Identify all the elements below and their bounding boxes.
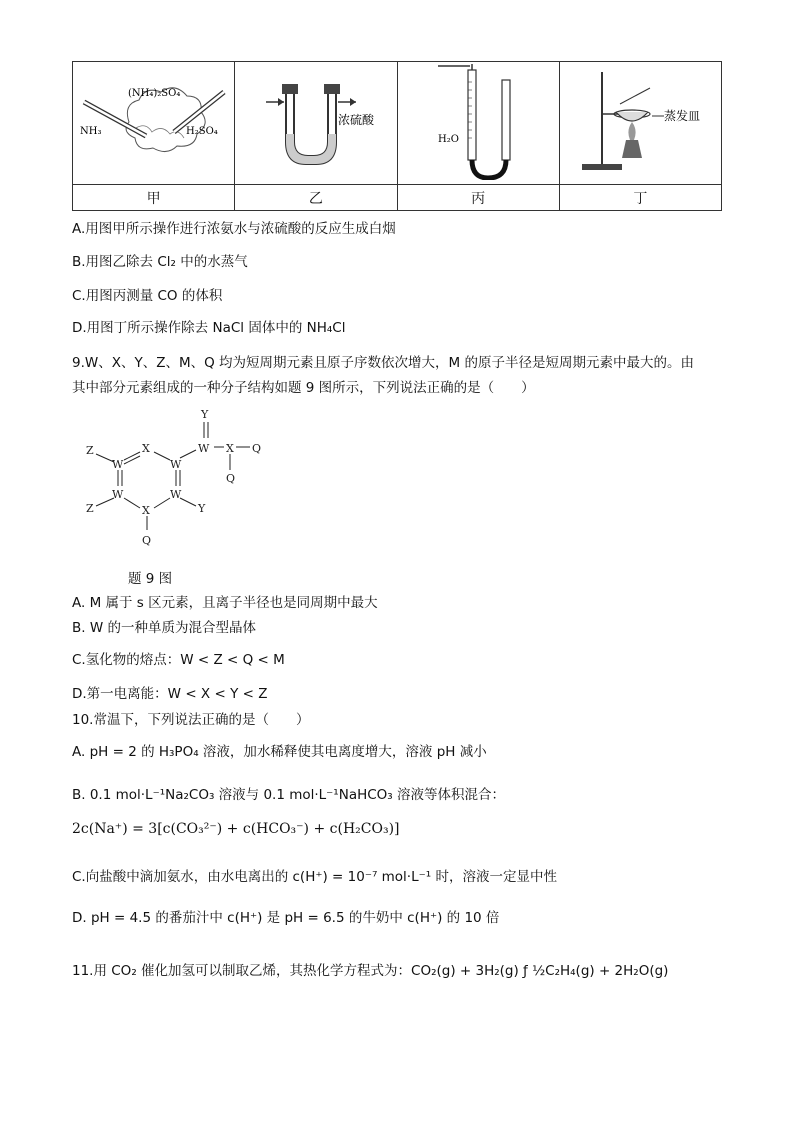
caption-bing: 丙 <box>397 185 559 211</box>
q10-option-d: D. pH = 4.5 的番茄汁中 c(H⁺) 是 pH = 6.5 的牛奶中 c(H⁺) 的 10 倍 <box>72 910 500 926</box>
q9-option-d: D.第一电离能：W < X < Y < Z <box>72 686 268 702</box>
q10-option-b-equation: 2c(Na⁺) = 3[c(CO₃²⁻) + c(HCO₃⁻) + c(H₂CO₃)] <box>72 821 400 837</box>
evaporating-dish-figure <box>560 62 720 180</box>
atom-x-side: X <box>226 442 234 455</box>
gas-burette-figure <box>398 62 558 180</box>
q9-option-a: A. M 属于 s 区元素，且离子半径也是同周期中最大 <box>72 595 378 611</box>
q10-stem: 10.常温下，下列说法正确的是（ ） <box>72 712 310 728</box>
q9-figure-caption: 题 9 图 <box>128 571 173 587</box>
caption-jia: 甲 <box>73 185 235 211</box>
atom-z-bottom: Z <box>86 502 94 515</box>
u-tube-figure <box>236 62 396 180</box>
caption-yi: 乙 <box>235 185 397 211</box>
atom-z-top: Z <box>86 444 94 457</box>
figure-table <box>72 61 722 211</box>
atom-w-right-top: W <box>170 458 182 471</box>
q9-stem-line1: 9.W、X、Y、Z、M、Q 均为短周期元素且原子序数依次增大，M 的原子半径是短周期元素中最大的。由 <box>72 355 694 371</box>
atom-q-bottom: Q <box>142 534 152 547</box>
evaporating-dish-label: 蒸发皿 <box>664 109 701 123</box>
q8-option-b: B.用图乙除去 Cl₂ 中的水蒸气 <box>72 254 248 270</box>
atom-y-top: Y <box>201 408 209 421</box>
figure-bing-cell <box>397 62 559 185</box>
ammonia-acid-smoke-figure <box>74 62 234 180</box>
h2so4-label: H₂SO₄ <box>185 126 218 137</box>
atom-w-left-top: W <box>112 458 124 471</box>
q11-stem: 11.用 CO₂ 催化加氢可以制取乙烯，其热化学方程式为：CO₂(g) + 3H₂(g) ƒ ½C₂H₄(g) + 2H₂O(g) <box>72 963 669 979</box>
figure-yi-cell <box>235 62 397 185</box>
q9-option-c: C.氢化物的熔点：W < Z < Q < M <box>72 652 285 668</box>
q10-option-a: A. pH = 2 的 H₃PO₄ 溶液，加水稀释使其电离度增大，溶液 pH 减小 <box>72 744 487 760</box>
conc-sulfuric-label: 浓硫酸 <box>337 113 374 127</box>
water-label: H₂O <box>438 134 460 145</box>
q9-stem-line2: 其中部分元素组成的一种分子结构如题 9 图所示，下列说法正确的是（ ） <box>72 380 535 396</box>
q8-option-c: C.用图丙测量 CO 的体积 <box>72 288 223 304</box>
nh3-label: NH₃ <box>79 126 102 137</box>
atom-x-top: X <box>142 442 150 455</box>
atom-w-side: W <box>198 442 210 455</box>
q8-option-a: A.用图甲所示操作进行浓氨水与浓硫酸的反应生成白烟 <box>72 221 396 237</box>
atom-w-left-bottom: W <box>112 488 124 501</box>
q10-option-c: C.向盐酸中滴加氨水，由水电离出的 c(H⁺) = 10⁻⁷ mol·L⁻¹ 时，溶液一定显中性 <box>72 869 557 885</box>
atom-y-bottom: Y <box>198 502 206 515</box>
q9-option-b: B. W 的一种单质为混合型晶体 <box>72 620 256 636</box>
atom-w-right-bottom: W <box>170 488 182 501</box>
figure-jia-cell <box>73 62 235 185</box>
atom-x-bottom: X <box>142 504 150 517</box>
ammonium-sulfate-label: (NH₄)₂SO₄ <box>127 88 180 99</box>
atom-q-lower: Q <box>226 472 236 485</box>
caption-ding: 丁 <box>559 185 721 211</box>
q9-molecule-structure <box>80 402 280 554</box>
q8-option-d: D.用图丁所示操作除去 NaCl 固体中的 NH₄Cl <box>72 320 346 336</box>
atom-q-side: Q <box>252 442 262 455</box>
figure-ding-cell <box>559 62 721 185</box>
q10-option-b: B. 0.1 mol·L⁻¹Na₂CO₃ 溶液与 0.1 mol·L⁻¹NaHCO₃ 溶液等体积混合： <box>72 787 505 803</box>
